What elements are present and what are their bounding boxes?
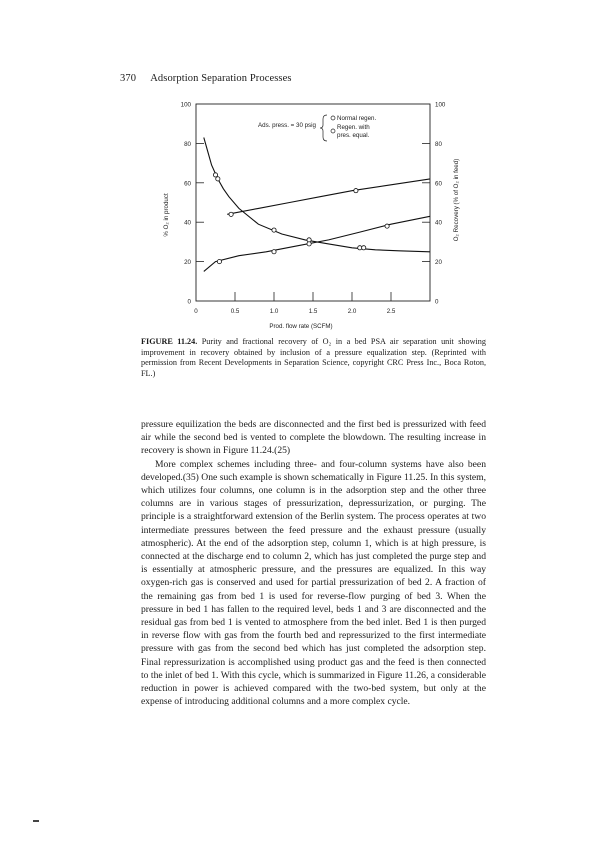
plot-border	[196, 104, 430, 301]
data-point-recovery-normal-regeneration	[307, 242, 311, 246]
data-point-recovery-pressure-equalization	[229, 212, 233, 216]
y-tick-label-right: 20	[435, 259, 442, 267]
data-point-recovery-pressure-equalization	[354, 189, 358, 193]
series-line-purity	[204, 138, 430, 252]
legend-entry-pres-equal-line2: pres. equal.	[337, 132, 370, 139]
data-point-purity	[272, 228, 276, 232]
y-axis-right-label: O₂ Recovery (% of O₂ in feed)	[453, 158, 460, 242]
legend-marker-normal	[331, 116, 335, 120]
y-tick-label-right: 60	[435, 180, 442, 188]
axis-tick-labels	[181, 102, 446, 316]
chart-legend	[258, 115, 376, 141]
page-number: 370	[120, 73, 137, 84]
caption-label: FIGURE 11.24.	[141, 337, 198, 346]
legend-entry-pres-equal	[337, 124, 371, 139]
legend-group-label: Ads. press. = 30 psig	[258, 122, 316, 129]
y-tick-label-right: 100	[435, 101, 446, 109]
y-tick-label-left: 80	[184, 140, 191, 148]
data-point-recovery-normal-regeneration	[385, 224, 389, 228]
y-tick-label-right: 80	[435, 140, 442, 148]
x-tick-label: 2.0	[347, 308, 357, 315]
x-tick-label: 0	[194, 308, 198, 315]
x-tick-label: 1.0	[269, 308, 279, 315]
y-tick-label-right: 40	[435, 219, 442, 227]
plot-frame	[196, 104, 430, 301]
y-tick-label-left: 0	[187, 298, 191, 306]
figure-caption	[141, 337, 486, 379]
legend-entry-pres-equal-line1: Regen. with	[337, 124, 370, 131]
x-tick-label: 0.5	[230, 308, 240, 315]
y-tick-label-left: 60	[184, 180, 191, 188]
running-title: Adsorption Separation Processes	[150, 73, 292, 84]
data-point-purity	[216, 177, 220, 181]
y-tick-label-left: 40	[184, 219, 191, 227]
series-line-recovery-pressure-equalization	[227, 179, 430, 214]
data-point-purity	[213, 173, 217, 177]
body-text	[141, 418, 486, 708]
y-tick-label-right: 0	[435, 298, 439, 306]
data-point-purity	[362, 246, 366, 250]
series-line-recovery-normal-regeneration	[204, 216, 430, 271]
x-tick-label: 1.5	[308, 308, 318, 315]
data-point-recovery-normal-regeneration	[217, 260, 221, 264]
y-tick-label-left: 20	[184, 259, 191, 267]
figure-11-24-chart	[0, 0, 595, 335]
x-axis-label: Prod. flow rate (SCFM)	[269, 323, 333, 330]
paragraph-2: More complex schemes including three- and four-column systems have also been developed.(35) One such example is shown schematically in Figure 11.25. In this system, which utilizes four columns, one column is in the adsorption step and the other three columns are in various stages of pressurization, depressurization, or purging. The principle is a straightforward extension of the Berlin system. The process operates at two intermediate pressures between the feed pressure and the exhaust pressure (usually atmospheric). At the end of the adsorption step, column 1, which is at high pressure, is connected at the discharge end to column 2, which has just completed the purge step and is essentially at atmospheric pressure, and the pressures are equalized. In this way oxygen-rich gas is conserved and used for partial pressurization of bed 2. A fraction of the remaining gas from bed 1 is used for reverse-flow purging of bed 3. When the pressure in bed 1 has fallen to the required level, beds 1 and 3 are disconnected and the residual gas from bed 1 is vented to atmosphere from the bed inlet. Bed 1 is then purged in reverse flow with gas from the fourth bed and repressurized to the first intermediate pressure with gas from the second bed which has just completed the adsorption step. Final repressurization is accomplished using product gas and the feed is then connected to the inlet of bed 1. With this cycle, which is summarized in Figure 11.26, a considerable reduction in power is achieved compared with the two-bed system, but only at the expense of introducing additional columns and a more complex cycle.	[141, 458, 486, 708]
data-markers	[213, 173, 389, 264]
scan-mark	[33, 820, 39, 822]
legend-entry-normal: Normal regen.	[337, 115, 377, 122]
y-tick-label-left: 100	[180, 101, 191, 109]
x-tick-label: 2.5	[386, 308, 396, 315]
legend-marker-pres-equal	[331, 129, 335, 133]
axis-ticks	[196, 143, 430, 301]
y-axis-left-label: % O₂ in product	[163, 193, 170, 237]
data-point-recovery-normal-regeneration	[272, 250, 276, 254]
data-curves	[204, 138, 430, 272]
legend-brace	[320, 115, 327, 141]
paragraph-1: pressure equilization the beds are disconnected and the first bed is pressurized with feed air while the second bed is vented to complete the blowdown. The resulting increase in recovery is shown in Figure 11.24.(25)	[141, 419, 486, 457]
caption-text: Purity and fractional recovery of O₂ in a bed PSA air separation unit showing improvement in recovery obtained by inclusion of a pressure equalization step. (Reprinted with permission from Recent Developments in Separation Science, copyright CRC Press Inc., Boca Roton, FL.)	[141, 337, 486, 378]
